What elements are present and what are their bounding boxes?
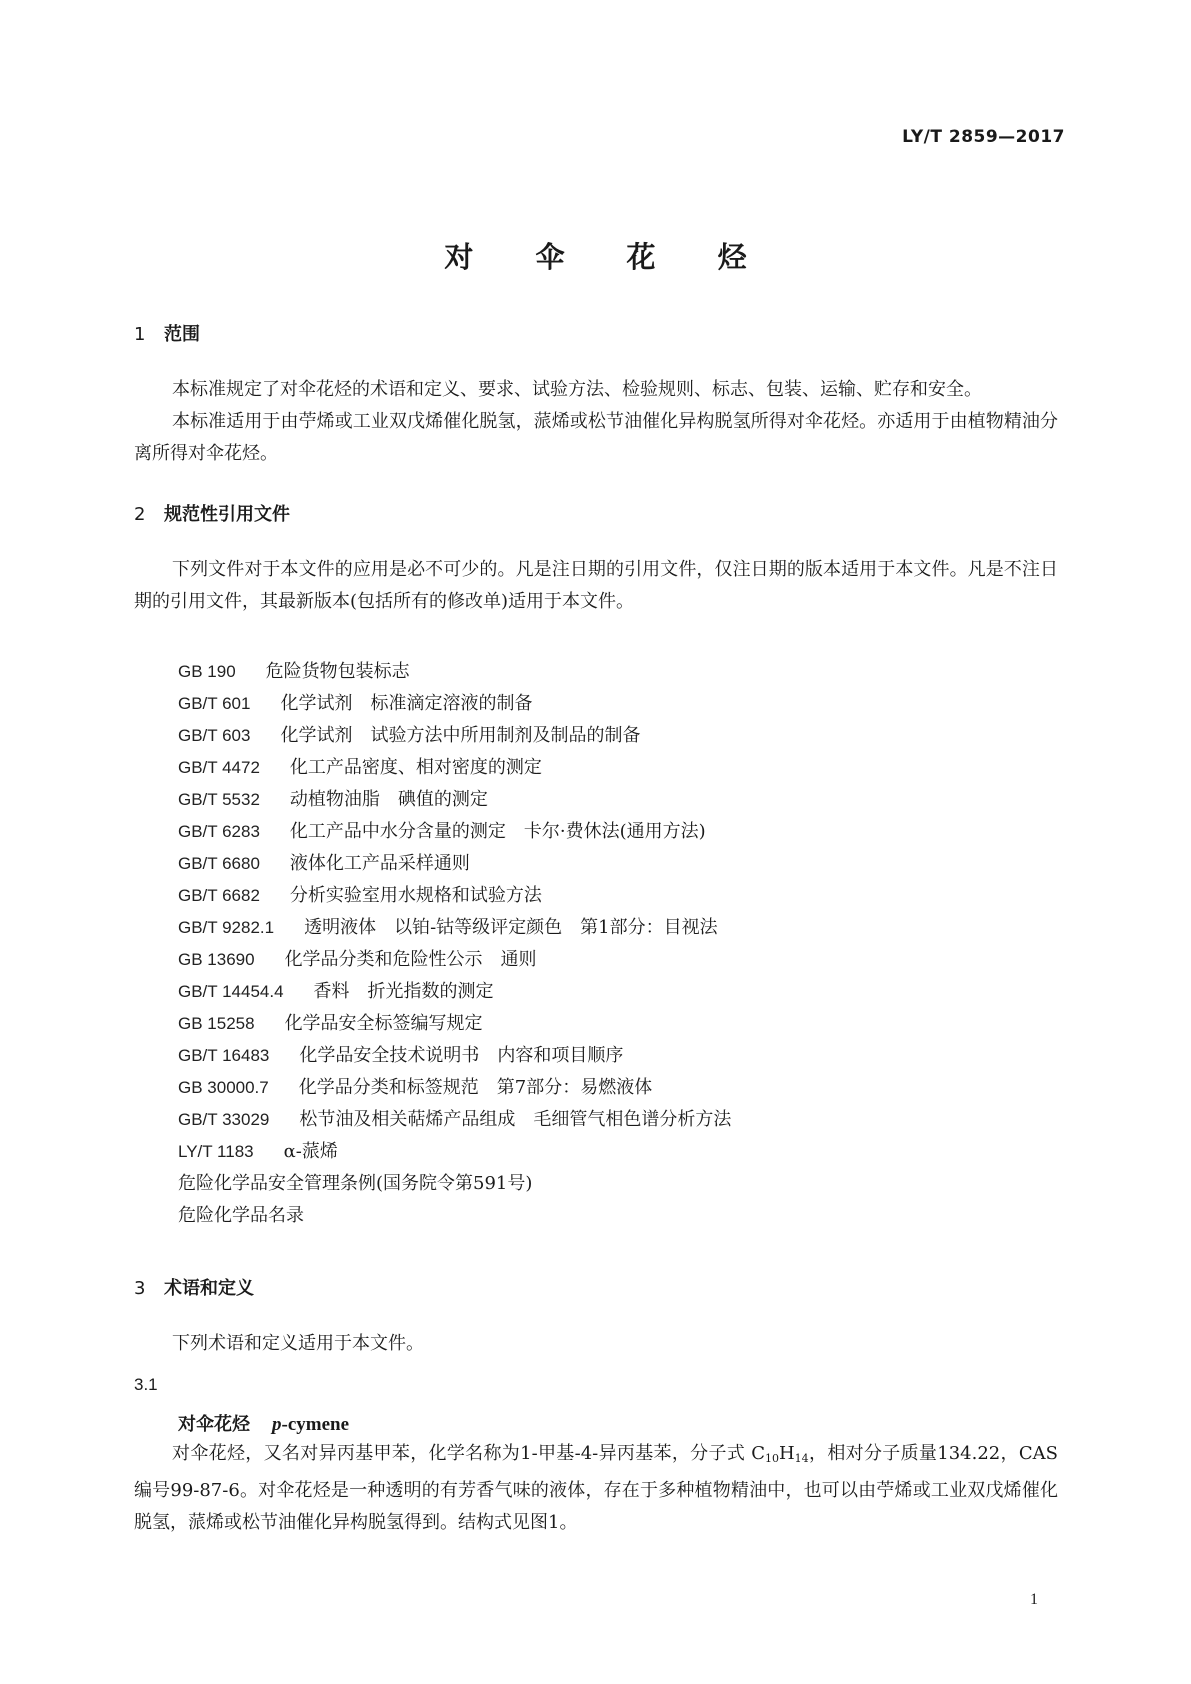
reference-item <box>178 1200 731 1232</box>
term-english: p-cymene <box>272 1414 350 1435</box>
clause-number: 3.1 <box>134 1375 158 1394</box>
page-number: 1 <box>1030 1591 1038 1608</box>
reference-code: GB/T 6682 <box>178 886 260 905</box>
reference-title: 化学品分类和危险性公示 通则 <box>284 949 537 970</box>
reference-item <box>178 944 731 976</box>
section-1-heading <box>134 320 200 346</box>
reference-item <box>178 976 731 1008</box>
reference-title: 松节油及相关萜烯产品组成 毛细管气相色谱分析方法 <box>299 1109 732 1130</box>
reference-item <box>178 1168 731 1200</box>
reference-code: GB/T 4472 <box>178 758 260 777</box>
section-title: 范围 <box>164 324 200 345</box>
reference-title: 化工产品密度、相对密度的测定 <box>289 757 542 778</box>
reference-title: 危险货物包装标志 <box>265 661 410 682</box>
reference-item <box>178 1040 731 1072</box>
reference-title: 危险化学品安全管理条例(国务院令第591号) <box>178 1173 533 1194</box>
reference-list <box>178 656 731 1232</box>
terms-intro: 下列术语和定义适用于本文件。 <box>172 1333 424 1354</box>
reference-code: GB/T 14454.4 <box>178 982 284 1001</box>
section-title: 规范性引用文件 <box>164 504 290 525</box>
reference-code: GB 13690 <box>178 950 255 969</box>
reference-code: GB/T 16483 <box>178 1046 270 1065</box>
reference-item <box>178 880 731 912</box>
reference-item <box>178 720 731 752</box>
reference-item <box>178 1008 731 1040</box>
term-entry <box>178 1410 349 1436</box>
reference-title: 危险化学品名录 <box>178 1205 304 1226</box>
scope-paragraph-1: 本标准规定了对伞花烃的术语和定义、要求、试验方法、检验规则、标志、包装、运输、贮存和安全。 <box>172 379 982 400</box>
reference-title: 动植物油脂 碘值的测定 <box>289 789 488 810</box>
reference-title: 透明液体 以铂-钴等级评定颜色 第1部分：目视法 <box>304 917 718 938</box>
reference-code: GB/T 9282.1 <box>178 918 275 937</box>
standard-code: LY/T 2859—2017 <box>902 127 1065 147</box>
reference-item <box>178 752 731 784</box>
references-intro: 下列文件对于本文件的应用是必不可少的。凡是注日期的引用文件，仅注日期的版本适用于本文件。凡是不注日期的引用文件，其最新版本(包括所有的修改单)适用于本文件。 <box>134 559 1058 612</box>
reference-item <box>178 1104 731 1136</box>
document-title: 对 伞 花 烃 <box>444 240 773 274</box>
reference-title: 分析实验室用水规格和试验方法 <box>289 885 542 906</box>
reference-item <box>178 784 731 816</box>
reference-title: 化学试剂 标准滴定溶液的制备 <box>280 693 533 714</box>
reference-item <box>178 848 731 880</box>
reference-code: GB/T 6283 <box>178 822 260 841</box>
reference-title: 香料 折光指数的测定 <box>313 981 494 1002</box>
reference-code: GB 190 <box>178 662 236 681</box>
reference-item <box>178 1136 731 1168</box>
term-chinese: 对伞花烃 <box>178 1414 250 1435</box>
reference-item <box>178 912 731 944</box>
reference-code: GB/T 5532 <box>178 790 260 809</box>
reference-title: α-蒎烯 <box>283 1141 338 1162</box>
section-2-heading <box>134 500 290 526</box>
reference-title: 化学品分类和标签规范 第7部分：易燃液体 <box>298 1077 653 1098</box>
term-definition: 对伞花烃，又名对异丙基甲苯，化学名称为1-甲基-4-异丙基苯，分子式 $C_{10}H_{14}$，相对分子质量134.22，CAS编号99-87-6。对伞花烃是一种透明的有芳香气味的液体，存在于多种植物精油中，也可以由苧烯或工业双戊烯催化脱氢，蒎烯或松节油催化异构脱氢得到。结构式见图1。 <box>134 1443 1058 1533</box>
section-title: 术语和定义 <box>164 1278 254 1299</box>
reference-code: GB 30000.7 <box>178 1078 269 1097</box>
reference-code: GB 15258 <box>178 1014 255 1033</box>
reference-title: 化学品安全标签编写规定 <box>284 1013 483 1034</box>
reference-title: 化学品安全技术说明书 内容和项目顺序 <box>299 1045 624 1066</box>
scope-paragraph-2: 本标准适用于由苧烯或工业双戊烯催化脱氢，蒎烯或松节油催化异构脱氢所得对伞花烃。亦适用于由植物精油分离所得对伞花烃。 <box>134 411 1058 464</box>
reference-title: 化学试剂 试验方法中所用制剂及制品的制备 <box>280 725 641 746</box>
reference-item <box>178 656 731 688</box>
reference-code: GB/T 601 <box>178 694 251 713</box>
reference-title: 化工产品中水分含量的测定 卡尔·费休法(通用方法) <box>289 821 706 842</box>
section-3-heading <box>134 1274 254 1300</box>
section-number: 3 <box>134 1278 146 1299</box>
reference-code: GB/T 603 <box>178 726 251 745</box>
reference-title: 液体化工产品采样通则 <box>289 853 470 874</box>
reference-code: GB/T 33029 <box>178 1110 270 1129</box>
reference-code: GB/T 6680 <box>178 854 260 873</box>
reference-code: LY/T 1183 <box>178 1142 254 1161</box>
reference-item <box>178 1072 731 1104</box>
section-number: 2 <box>134 504 146 525</box>
reference-item <box>178 688 731 720</box>
section-number: 1 <box>134 324 146 345</box>
reference-item <box>178 816 731 848</box>
